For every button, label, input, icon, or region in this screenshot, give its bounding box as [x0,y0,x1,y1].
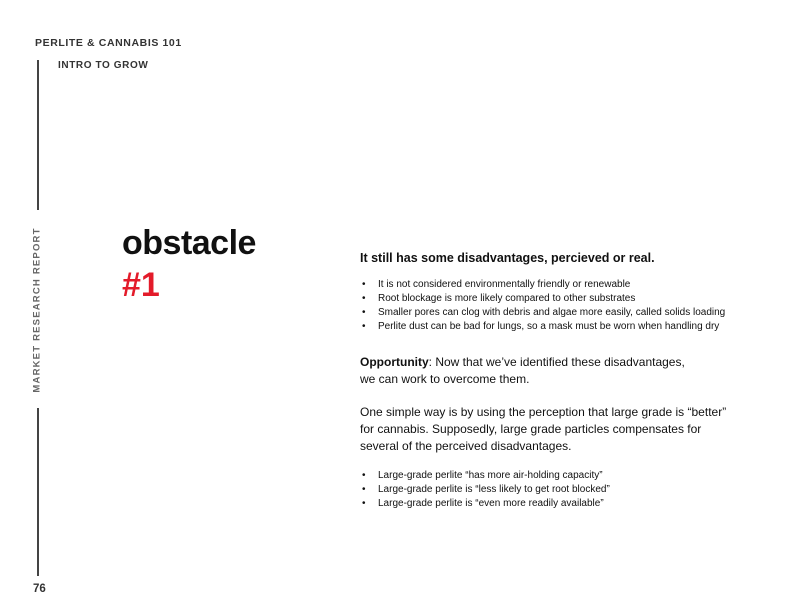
benefits-list [360,469,780,511]
opportunity-label: Opportunity [360,355,429,369]
opportunity-paragraph [360,354,780,388]
list-item: • Large-grade perlite is “even more readily available” [360,497,780,511]
heading-word: obstacle [122,224,256,262]
vertical-rule-bottom [37,408,39,576]
opportunity-line-2: we can work to overcome them. [360,372,530,386]
perception-paragraph [360,404,780,455]
disadvantages-list [360,278,780,334]
list-item: • Root blockage is more likely compared to other substrates [360,292,780,306]
paragraph-line: One simple way is by using the perception that large grade is “better” [360,405,727,419]
page-number: 76 [33,583,46,595]
paragraph-line: for cannabis. Supposedly, large grade particles compensates for [360,422,702,436]
list-item: • Large-grade perlite “has more air-holding capacity” [360,469,780,483]
paragraph-line: several of the perceived disadvantages. [360,439,572,453]
vertical-rule-top [37,60,39,210]
content-block [360,250,780,511]
side-label: MARKET RESEARCH REPORT [31,227,43,393]
document-title: PERLITE & CANNABIS 101 [35,37,182,49]
list-item: • Large-grade perlite is “less likely to get root blocked” [360,483,780,497]
list-item: • Smaller pores can clog with debris and algae more easily, called solids loading [360,306,780,320]
intro-text: It still has some disadvantages, percieved or real. [360,251,655,265]
list-item: • Perlite dust can be bad for lungs, so a mask must be worn when handling dry [360,320,780,334]
section-title: INTRO TO GROW [58,60,149,71]
opportunity-line-1: : Now that we’ve identified these disadvantages, [428,355,685,369]
list-item: • It is not considered environmentally friendly or renewable [360,278,780,292]
heading-number: #1 [122,266,160,304]
